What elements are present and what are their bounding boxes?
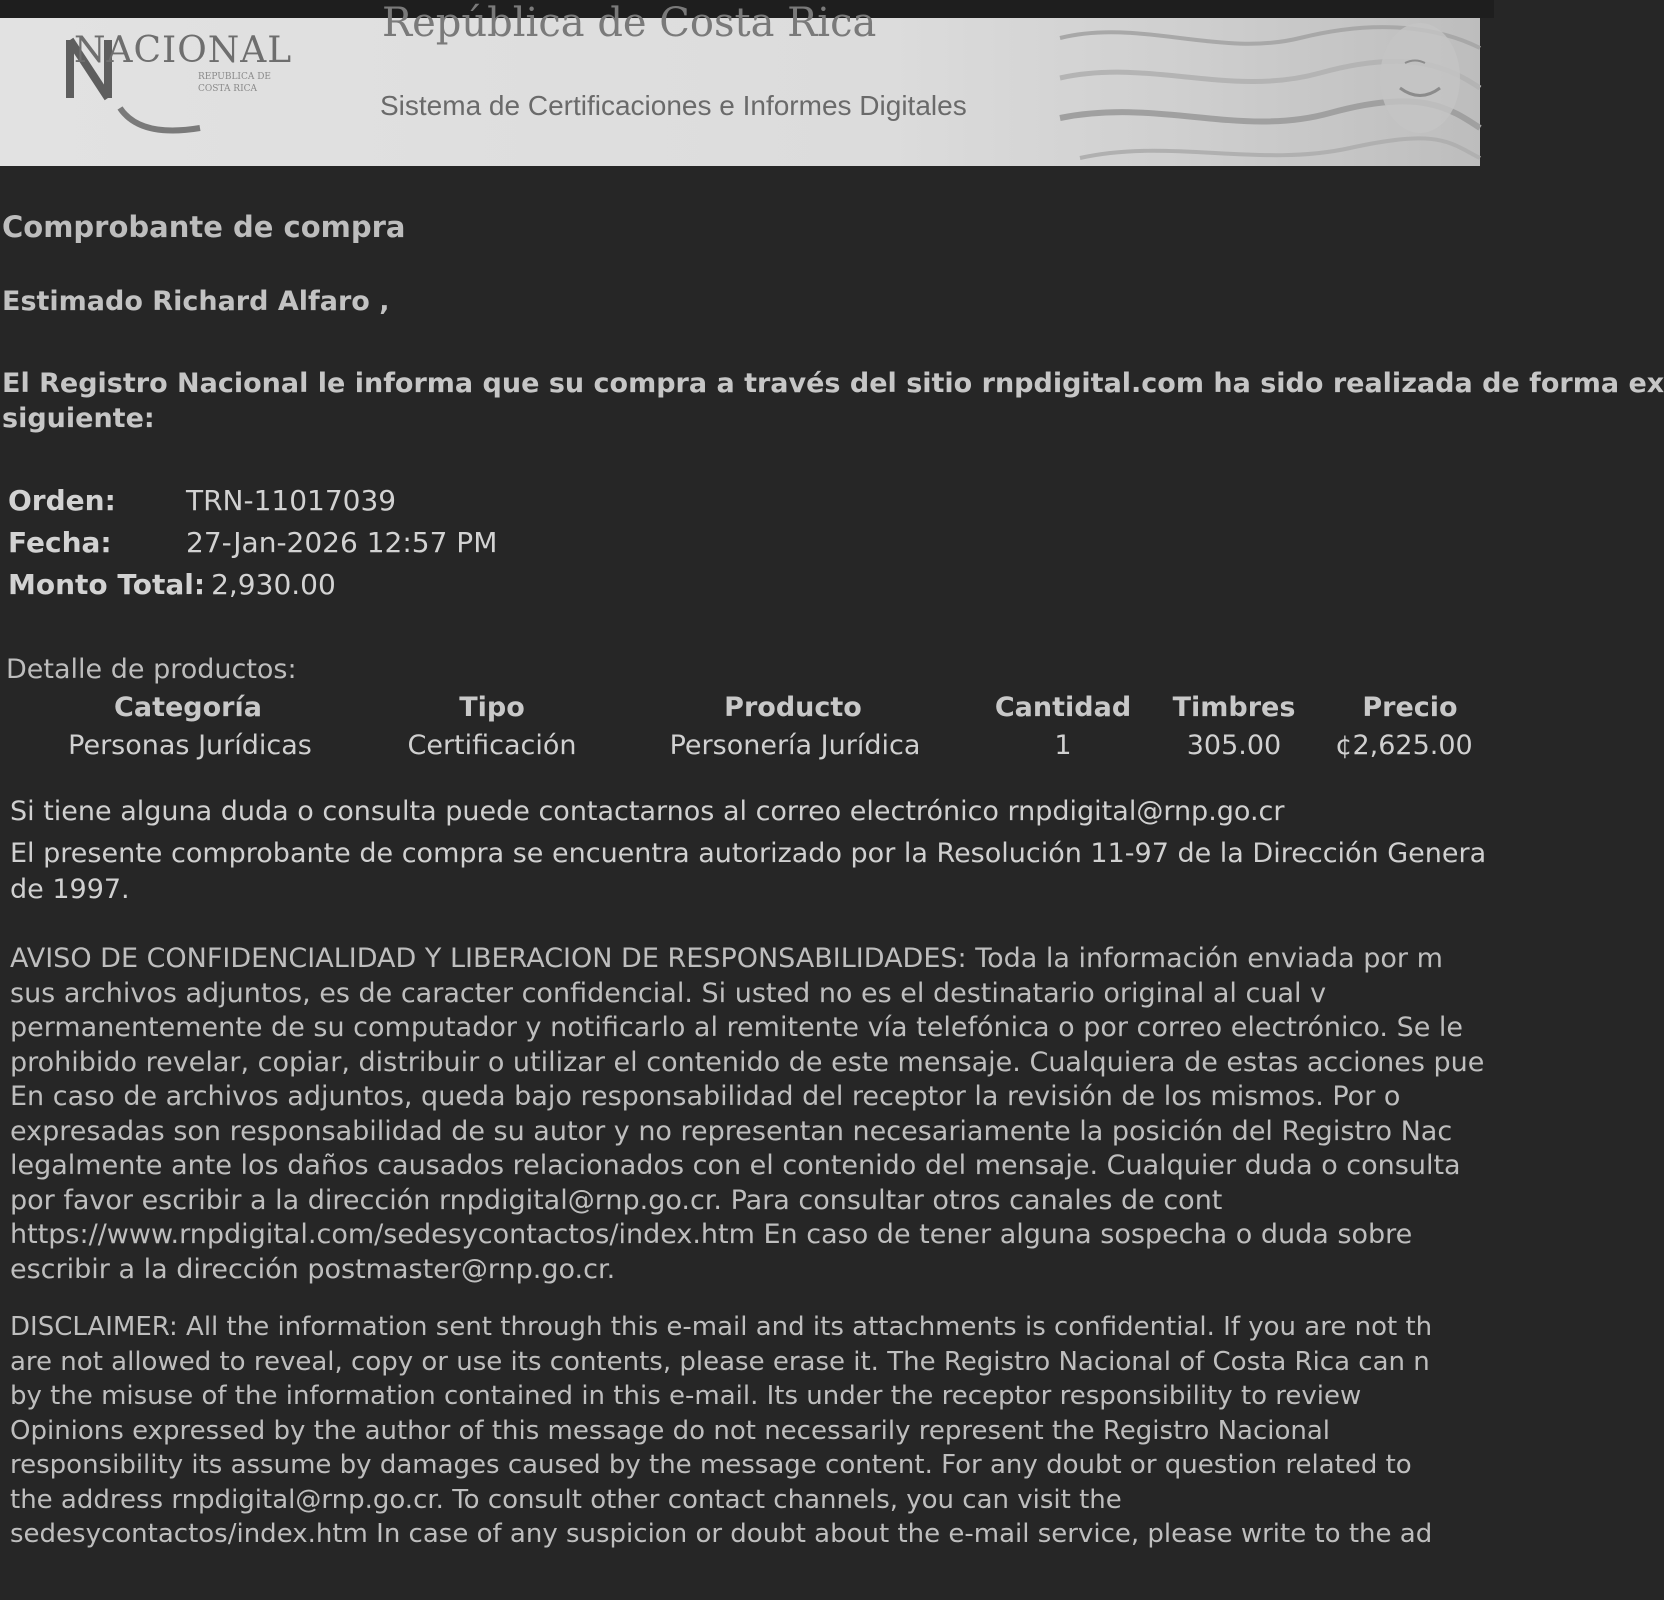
notice-line: En caso de archivos adjuntos, queda bajo responsabilidad del receptor la revisión de los mismos. Por o: [10, 1081, 1401, 1112]
disclaimer-line: responsibility its assume by damages caused by the message content. For any doubt or question related to: [10, 1450, 1412, 1480]
legal-line: El presente comprobante de compra se encuentra autorizado por la Resolución 11-97 de la Dirección Genera: [10, 838, 1487, 869]
disclaimer-line: by the misuse of the information contained in this e-mail. Its under the receptor responsibility to review: [10, 1381, 1362, 1411]
notice-line: legalmente ante los daños causados relacionados con el contenido del mensaje. Cualquier duda o consulta: [10, 1150, 1461, 1181]
page-title: Comprobante de compra: [2, 210, 406, 244]
cell-product: Personería Jurídica: [669, 730, 921, 761]
system-subtitle: Sistema de Certificaciones e Informes Digitales: [380, 90, 967, 121]
date-label: Fecha:: [8, 526, 112, 559]
intro-line: El Registro Nacional le informa que su compra a través del sitio rnpdigital.com ha sido realizada de forma ex: [2, 368, 1664, 399]
cell-type: Certificación: [407, 730, 577, 761]
logo-wordmark: NACIONAL: [74, 30, 293, 71]
disclaimer-line: are not allowed to reveal, copy or use its contents, please erase it. The Registro Nacional of Costa Rica can n: [10, 1346, 1430, 1377]
legal-line: de 1997.: [10, 874, 130, 905]
column-header-type: Tipo: [459, 692, 525, 723]
greeting: Estimado Richard Alfaro ,: [2, 286, 390, 317]
cell-stamps: 305.00: [1186, 730, 1282, 761]
registro-nacional-logo: [60, 28, 320, 138]
confidentiality-notice: [10, 942, 1485, 1287]
intro-paragraph: [2, 366, 1664, 436]
legal-note: [10, 836, 1487, 908]
disclaimer-line: the address rnpdigital@rnp.go.cr. To consult other contact channels, you can visit the: [10, 1484, 1122, 1515]
cell-quantity: 1: [1054, 730, 1072, 761]
date-value: 27-Jan-2026 12:57 PM: [186, 526, 498, 559]
date-row: [8, 526, 497, 568]
notice-line: expresadas son responsabilidad de su autor y no representan necesariamente la posición del Registro Nac: [10, 1115, 1453, 1147]
notice-line: escribir a la dirección postmaster@rnp.go.cr.: [10, 1253, 616, 1285]
total-label: Monto Total:: [8, 568, 206, 601]
column-header-category: Categoría: [114, 692, 262, 723]
notice-line: sus archivos adjuntos, es de caracter confidencial. Si usted no es el destinatario original al cual v: [10, 977, 1327, 1009]
disclaimer-line: DISCLAIMER: All the information sent through this e-mail and its attachments is confidential. If you are not th: [10, 1312, 1433, 1342]
order-label: Orden:: [8, 484, 116, 517]
logo-subtitle-1: REPUBLICA DE: [198, 72, 272, 82]
republic-title: República de Costa Rica: [382, 0, 877, 46]
disclaimer-line: sedesycontactos/index.htm In case of any suspicion or doubt about the e-mail service, please write to the ad: [10, 1519, 1433, 1549]
detail-title: Detalle de productos:: [6, 654, 297, 685]
column-header-stamps: Timbres: [1172, 692, 1296, 723]
total-row: [8, 568, 497, 610]
disclaimer-line: Opinions expressed by the author of this message do not necessarily represent the Registro Nacional: [10, 1415, 1331, 1446]
logo-subtitle-2: COSTA RICA: [198, 84, 258, 94]
notice-line: permanentemente de su computador y notificarlo al remitente vía telefónica o por correo electrónico. Se le: [10, 1012, 1464, 1043]
order-row: [8, 484, 497, 526]
disclaimer-notice: [10, 1310, 1480, 1552]
intro-line: siguiente:: [2, 403, 155, 434]
column-header-product: Producto: [724, 692, 862, 723]
total-value: 2,930.00: [211, 568, 336, 601]
column-header-price: Precio: [1362, 692, 1458, 723]
order-value: TRN-11017039: [186, 484, 397, 517]
banner-artwork: [1060, 18, 1480, 166]
email-header-banner: [0, 0, 1480, 166]
contact-note: Si tiene alguna duda o consulta puede contactarnos al correo electrónico rnpdigital@rnp.go.cr: [10, 796, 1285, 827]
notice-line: por favor escribir a la dirección rnpdigital@rnp.go.cr. Para consultar otros canales de cont: [10, 1184, 1223, 1216]
order-info: [8, 484, 497, 610]
cell-category: Personas Jurídicas: [68, 730, 312, 761]
notice-line: https://www.rnpdigital.com/sedesycontactos/index.htm En caso de tener alguna sospecha o duda sobre: [10, 1219, 1413, 1250]
cell-price: ¢2,625.00: [1335, 730, 1473, 761]
notice-line: AVISO DE CONFIDENCIALIDAD Y LIBERACION DE RESPONSABILIDADES: Toda la información enviada por m: [10, 943, 1443, 974]
column-header-quantity: Cantidad: [994, 692, 1132, 723]
notice-line: prohibido revelar, copiar, distribuir o utilizar el contenido de este mensaje. Cualquiera de estas acciones pue: [10, 1046, 1485, 1078]
